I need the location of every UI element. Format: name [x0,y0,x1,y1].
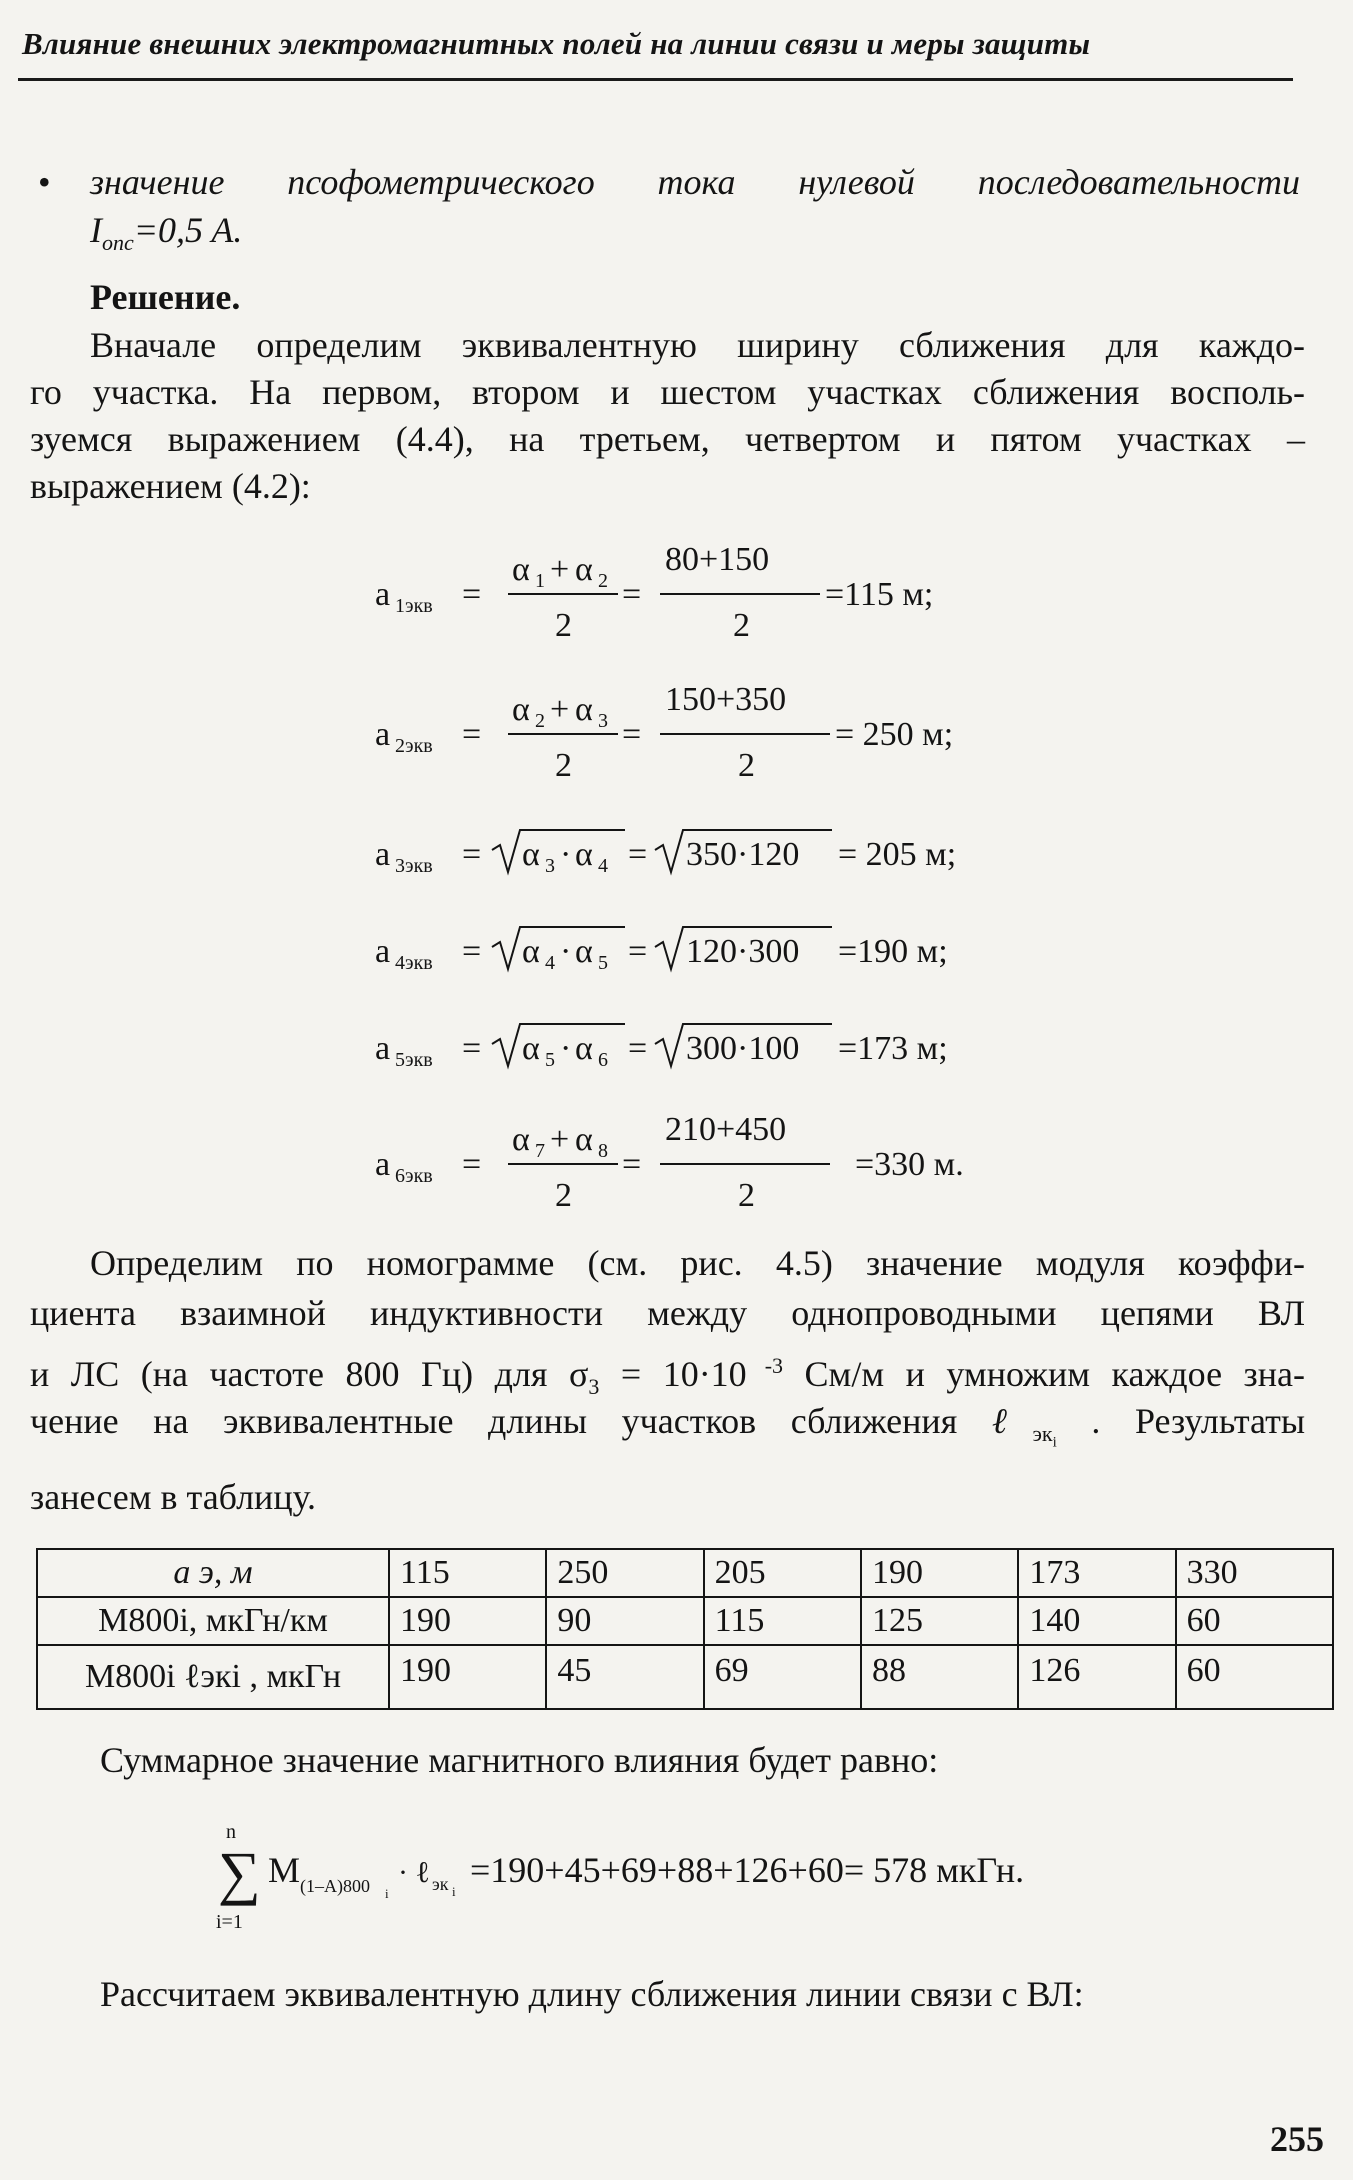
table-cell: 190 [389,1645,546,1709]
formula-6-eq: = [462,1146,482,1183]
formula-6-den-1: 2 [555,1177,572,1214]
para2-line-4 [30,1398,1305,1467]
formula-1 [375,541,933,644]
formula-1-num-a: α [512,551,530,588]
row-header: a э, м [37,1549,389,1597]
formula-1-den: 2 [733,607,750,644]
para2-line-3-c: См/м и умножим каждое зна- [783,1354,1306,1394]
formula-1-eq2: = [622,576,642,613]
formula-1-lhs: a [375,576,391,613]
formula-4-root-2 [655,927,832,969]
bullet-line-1: значение псофометрического тока нулевой последовательности [90,162,1300,202]
formula-2-lhs: a [375,716,391,753]
formula-2-plus: + [550,691,570,728]
formula-1-plus: + [550,551,570,588]
ell-subscript [1032,1421,1057,1451]
formula-4-result: =190 м; [838,933,948,970]
sum-symbol: ∑ [218,1840,261,1906]
sum-lower-limit: i=1 [216,1911,243,1933]
table-cell: 205 [704,1549,861,1597]
formula-2 [375,681,953,784]
sum-ell: · ℓ [398,1856,430,1889]
table-row [37,1645,1333,1709]
table-cell: 190 [389,1597,546,1645]
table-cell: 330 [1176,1549,1333,1597]
formula-6-num: 210+450 [665,1111,787,1148]
formula-5-lhs: a [375,1030,391,1067]
formula-3-eq: = [462,836,482,873]
formula-3-b-sub: 4 [598,855,608,877]
table-row [37,1597,1333,1645]
para1-line-1: Вначале определим эквивалентную ширину сближения для каждо- [90,325,1305,365]
formula-6-lhs-sub: 6экв [395,1165,433,1187]
formula-5-result: =173 м; [838,1030,948,1067]
table-cell: 88 [861,1645,1018,1709]
ell-subsub: i [1052,1434,1057,1451]
current-symbol: I [90,210,102,250]
table-cell: 115 [389,1549,546,1597]
formula-5-dot: · [560,1030,572,1067]
formula-5-lhs-sub: 5экв [395,1049,433,1071]
formula-2-den-1: 2 [555,747,572,784]
bullet-dot: • [38,162,51,202]
sum-formula [216,1821,1024,1933]
formula-5-a-sub: 5 [545,1049,555,1071]
results-table [36,1548,1334,1710]
formula-6-num-b-sub: 8 [598,1140,608,1162]
formula-3-lhs-sub: 3экв [395,855,433,877]
formula-5-eq: = [462,1030,482,1067]
para2-line-4-end: . Результаты [1091,1401,1306,1441]
formula-2-lhs-sub: 2экв [395,735,433,757]
formula-5 [375,1024,948,1071]
para2-line-1: Определим по номограмме (см. рис. 4.5) значение модуля коэффи- [90,1243,1305,1283]
sum-term-subsub: i [385,1886,389,1901]
para1-line-3: зуемся выражением (4.4), на третьем, четвертом и пятом участках – [30,419,1305,459]
formula-4 [375,927,948,974]
formula-1-num: 80+150 [665,541,770,578]
table-cell: 90 [546,1597,703,1645]
current-subscript: onc [102,230,134,256]
table-cell: 173 [1018,1549,1175,1597]
formula-1-num-a-sub: 1 [535,570,545,592]
formula-2-den: 2 [738,747,755,784]
formula-6-num-a-sub: 7 [535,1140,545,1162]
formula-5-b-sub: 6 [598,1049,608,1071]
formula-4-eq: = [462,933,482,970]
formula-3-b: α [575,836,593,873]
formula-1-num-b: α [575,551,593,588]
formula-3-root: 350·120 [686,836,800,873]
formula-6-lhs: a [375,1146,391,1183]
formula-1-den-1: 2 [555,607,572,644]
sum-upper-limit: n [226,1821,236,1843]
formula-2-num-b: α [575,691,593,728]
formula-4-a: α [522,933,540,970]
table-cell: 60 [1176,1597,1333,1645]
formula-3-root-1 [492,830,625,872]
formula-3-eq2: = [628,836,648,873]
formula-3-lhs: a [375,836,391,873]
sum-ell-sub: эк [432,1874,449,1894]
exponent: -3 [746,1353,784,1378]
formula-4-dot: · [560,933,572,970]
formula-6-plus: + [550,1121,570,1158]
table-cell: 115 [704,1597,861,1645]
formula-1-eq: = [462,576,482,613]
table-cell: 250 [546,1549,703,1597]
formula-4-a-sub: 4 [545,952,555,974]
bullet-line-2 [90,206,242,267]
formula-4-b: α [575,933,593,970]
formula-1-lhs-sub: 1экв [395,595,433,617]
formula-4-eq2: = [628,933,648,970]
sum-term: M [268,1850,301,1890]
page-number: 255 [1270,2119,1324,2159]
formula-6-num-a: α [512,1121,530,1158]
closing-line: Рассчитаем эквивалентную длину сближения линии связи с ВЛ: [100,1974,1084,2014]
solution-heading: Решение. [90,277,241,317]
formula-4-lhs-sub: 4экв [395,952,433,974]
formula-2-num-a: α [512,691,530,728]
ell-sub-text: эк [1032,1421,1053,1447]
table-cell: 126 [1018,1645,1175,1709]
formula-2-eq: = [462,716,482,753]
formula-6-den: 2 [738,1177,755,1214]
formula-3-a: α [522,836,540,873]
formula-4-b-sub: 5 [598,952,608,974]
formula-5-root-2 [655,1024,832,1066]
para2-line-2: циента взаимной индуктивности между однопроводными цепями ВЛ [30,1293,1305,1333]
formula-5-a: α [522,1030,540,1067]
formula-2-num-a-sub: 2 [535,710,545,732]
table-cell: 45 [546,1645,703,1709]
row-header: M800i, мкГн/км [37,1597,389,1645]
formula-2-num-b-sub: 3 [598,710,608,732]
ell-symbol: ℓ [991,1401,1033,1441]
formula-3 [375,830,956,877]
formula-6-num-b: α [575,1121,593,1158]
formula-5-root-1 [492,1024,625,1066]
formula-2-num: 150+350 [665,681,787,718]
para1-line-4: выражением (4.2): [30,466,311,506]
formula-3-a-sub: 3 [545,855,555,877]
header-rule [18,78,1293,81]
sum-term-sub: (1–A)800 [300,1876,370,1896]
para2-line-3-a: и ЛС (на частоте 800 Гц) для σ [30,1354,589,1394]
formula-6 [375,1111,964,1214]
formula-5-b: α [575,1030,593,1067]
formula-3-dot: · [560,836,572,873]
formula-2-eq2: = [622,716,642,753]
formula-3-result: = 205 м; [838,836,957,873]
current-value: =0,5 A. [133,210,243,250]
formula-5-eq2: = [628,1030,648,1067]
formula-4-root-1 [492,927,625,969]
sigma-subscript: 3 [588,1374,600,1400]
table-cell: 69 [704,1645,861,1709]
table-cell: 125 [861,1597,1018,1645]
formula-1-result: =115 м; [825,576,934,613]
formula-1-num-b-sub: 2 [598,570,608,592]
formula-4-lhs: a [375,933,391,970]
para2-line-3-b: = 10·10 [599,1354,747,1394]
summary-intro: Суммарное значение магнитного влияния будет равно: [100,1740,939,1780]
sum-ell-subsub: i [452,1884,456,1899]
formula-6-result: =330 м. [855,1146,964,1183]
table-row [37,1549,1333,1597]
running-header: Влияние внешних электромагнитных полей на линии связи и меры защиты [22,26,1091,61]
table-cell: 60 [1176,1645,1333,1709]
para2-line-5: занесем в таблицу. [30,1477,316,1517]
formula-3-root-2 [655,830,832,872]
para1-line-2: го участка. На первом, втором и шестом участках сближения восполь- [30,372,1305,412]
para2-line-4-text: чение на эквивалентные длины участков сближения [30,1401,958,1441]
row-header: M800i ℓэкi , мкГн [37,1645,389,1709]
table-cell: 190 [861,1549,1018,1597]
formula-5-root: 300·100 [686,1030,800,1067]
formula-6-eq2: = [622,1146,642,1183]
formula-2-result: = 250 м; [835,716,954,753]
formula-4-root: 120·300 [686,933,800,970]
sum-rhs: =190+45+69+88+126+60= 578 мкГн. [470,1850,1025,1890]
table-cell: 140 [1018,1597,1175,1645]
